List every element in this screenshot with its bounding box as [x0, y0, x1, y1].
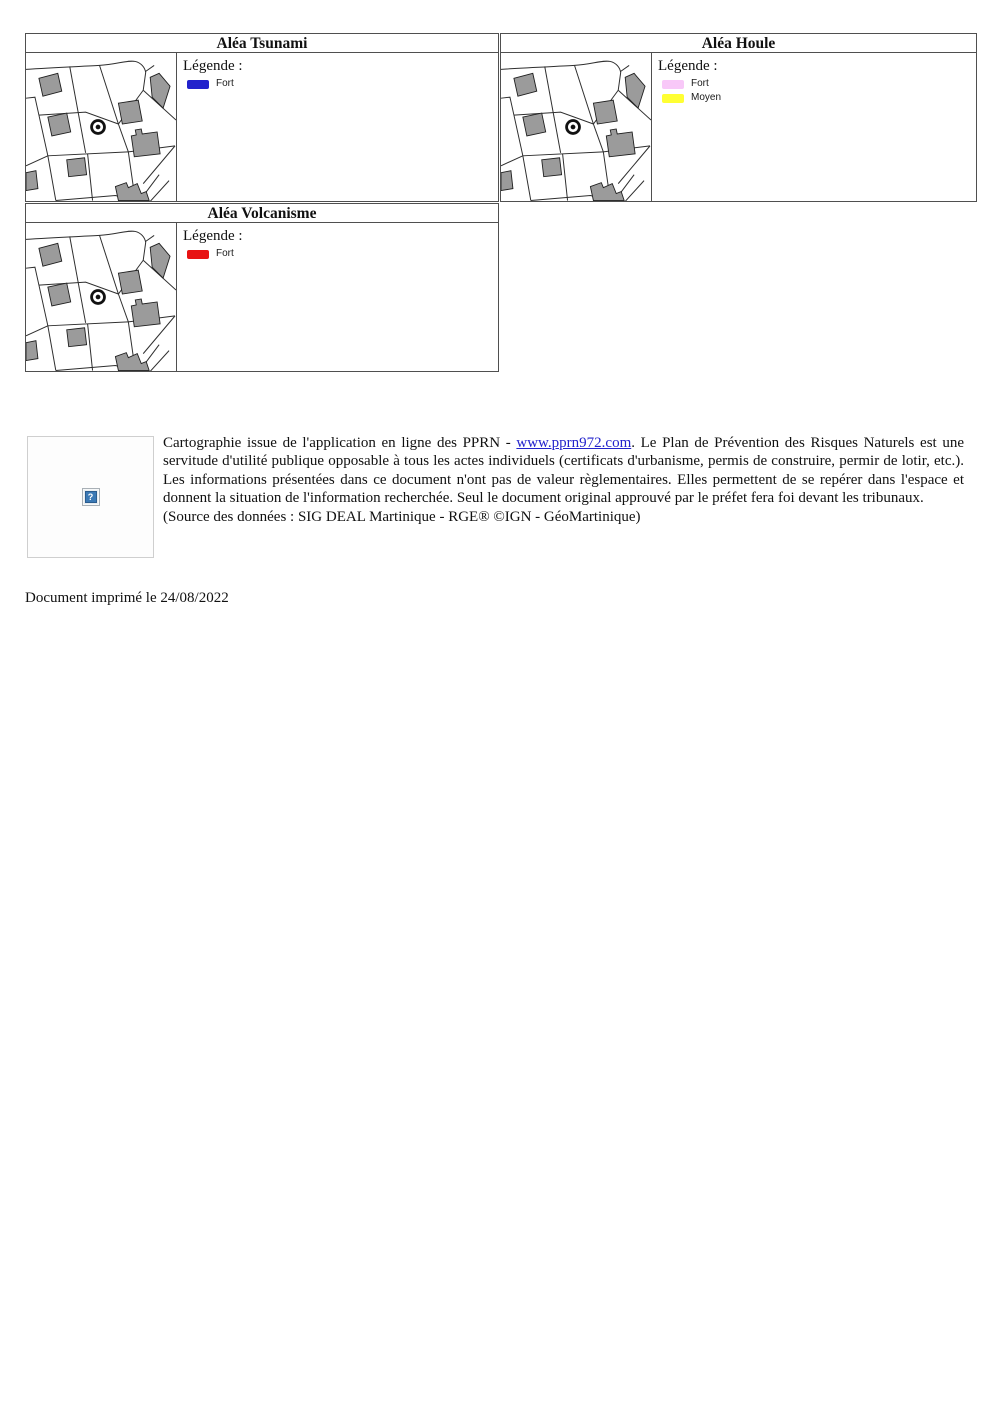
- panel-title: Aléa Tsunami: [26, 34, 498, 53]
- legend-label: Fort: [216, 248, 234, 259]
- data-source-line: (Source des données : SIG DEAL Martinique - RGE® ©IGN - GéoMartinique): [163, 508, 641, 525]
- print-date: Document imprimé le 24/08/2022: [25, 590, 229, 606]
- question-mark-icon: ?: [85, 491, 97, 503]
- legend-label: Moyen: [691, 92, 722, 103]
- panel-title: Aléa Volcanisme: [26, 204, 498, 223]
- legend-swatch-fort: [187, 80, 209, 89]
- legend-item: [662, 92, 976, 104]
- legend-tsunami: [177, 53, 498, 201]
- panel-alea-volcanisme: [25, 203, 499, 372]
- disclaimer-paragraph: [163, 434, 964, 508]
- map-thumbnail-tsunami: [26, 53, 177, 201]
- legend-title: Légende :: [183, 58, 243, 74]
- legend-title: Légende :: [658, 58, 718, 74]
- panel-title: Aléa Houle: [501, 34, 976, 53]
- legend-item: [662, 78, 976, 90]
- legend-label: Fort: [216, 78, 234, 89]
- legend-houle: [652, 53, 976, 201]
- map-thumbnail-houle: [501, 53, 652, 201]
- cadastral-map-thumbnail: [501, 53, 652, 201]
- logo-placeholder-box: [27, 436, 154, 558]
- legend-swatch-fort: [187, 250, 209, 259]
- panel-alea-houle: [500, 33, 977, 202]
- pprn972-link[interactable]: www.pprn972.com: [516, 435, 632, 451]
- legend-swatch-fort: [662, 80, 684, 89]
- legend-label: Fort: [691, 78, 709, 89]
- legend-swatch-moyen: [662, 94, 684, 103]
- disclaimer-before-link: Cartographie issue de l'application en ligne des PPRN -: [163, 435, 517, 451]
- legend-item: [187, 78, 498, 90]
- legend-item: [187, 248, 498, 260]
- disclaimer-text: [163, 434, 964, 526]
- legend-title: Légende :: [183, 228, 243, 244]
- panel-alea-tsunami: [25, 33, 499, 202]
- legend-volcanisme: [177, 223, 498, 371]
- broken-image-icon: [82, 488, 100, 506]
- cadastral-map-thumbnail: [26, 223, 177, 371]
- cadastral-map-thumbnail: [26, 53, 177, 201]
- map-thumbnail-volcanisme: [26, 223, 177, 371]
- disclaimer-after-link: . Le Plan de Prévention des Risques Naturels est une servitude d'utilité publique opposable à tous les actes individuels (certificats d'urbanisme, permis de construire, permir de lotir, etc.). Les informations présentées dans ce document n'ont pas de valeur règlementaires. Elles permettent de se repérer dans l'espace et donnent la situation de l'information recherchée. Seul le document original approuvé par le préfet fera foi devant les tribunaux.: [163, 435, 964, 507]
